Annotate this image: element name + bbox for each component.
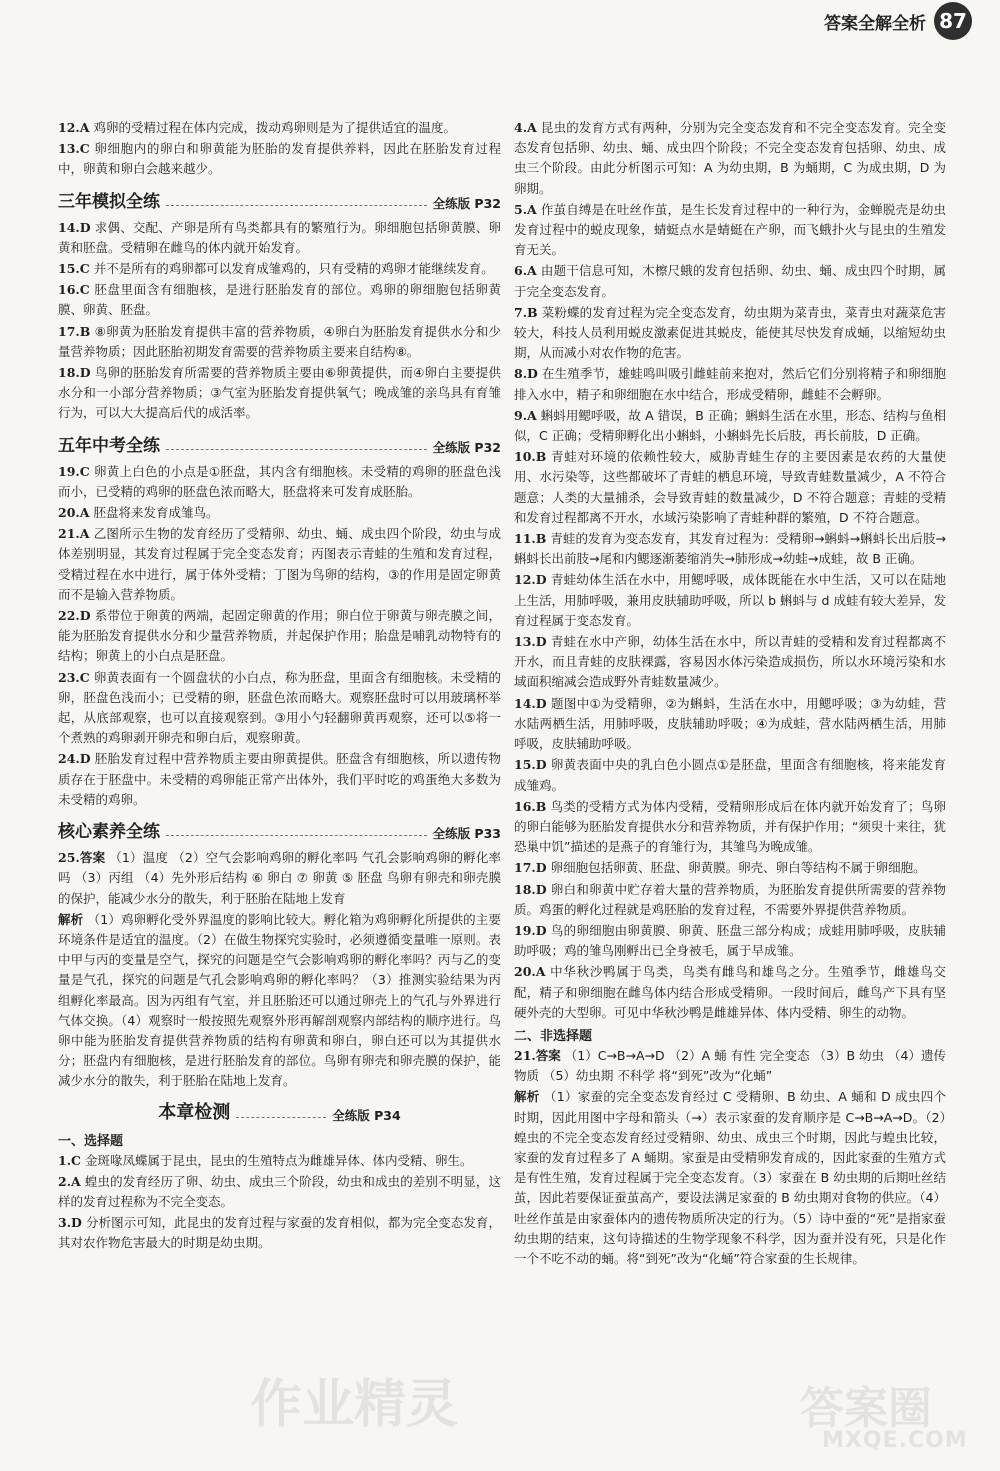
item-number: 16.B bbox=[514, 798, 547, 814]
item-number: 3.D bbox=[58, 1215, 82, 1231]
answer-item bbox=[514, 200, 946, 261]
item-number: 9.A bbox=[514, 407, 537, 423]
page-header bbox=[824, 0, 972, 42]
answer-item bbox=[58, 462, 501, 502]
item-number: 5.A bbox=[514, 201, 537, 217]
part-title: 二、非选择题 bbox=[514, 1028, 593, 1044]
answer-item bbox=[514, 303, 946, 364]
item-text: 卵黄上白色的小点是①胚盘，其内含有细胞核。未受精的鸡卵的胚盘色浅而小，已受精的鸡卵的胚盘色浓而略大，胚盘将来可发育成胚胎。 bbox=[58, 463, 501, 499]
answer-item bbox=[58, 280, 501, 320]
answer-item bbox=[58, 363, 501, 424]
item-number: 4.A bbox=[514, 120, 537, 135]
answer-item bbox=[58, 1213, 501, 1253]
section-ref: 全练版 P32 bbox=[432, 195, 501, 211]
section-title: 三年模拟全练 bbox=[58, 191, 160, 212]
items-group bbox=[58, 118, 501, 180]
answer-item bbox=[514, 632, 946, 693]
right-column bbox=[514, 118, 946, 1270]
item-number: 20.A bbox=[514, 964, 546, 980]
answer-item bbox=[58, 749, 501, 810]
item-number: 24.D bbox=[58, 751, 91, 767]
answer-item bbox=[514, 447, 946, 528]
answer-text: （1）C→B→A→D （2）A 蛹 有性 完全变态 （3）B 幼虫 （4）遗传物质 （5）幼虫期 不科学 将“到死”改为“化蛹” bbox=[514, 1047, 947, 1084]
answer-item bbox=[58, 1172, 501, 1212]
watermark-url: MXQE.COM bbox=[822, 1428, 968, 1453]
answer-item-21 bbox=[514, 1046, 946, 1086]
item-number: 20.A bbox=[58, 505, 90, 521]
item-text: 鸟的卵细胞由卵黄膜、卵黄、胚盘三部分构成；成蛙用肺呼吸，皮肤辅助呼吸；鸡的雏鸟刚孵出已全身被毛，属于早成雏。 bbox=[514, 922, 946, 959]
answer-item bbox=[58, 139, 501, 179]
answer-item bbox=[514, 797, 946, 858]
item-text: 青蛙在水中产卵，幼体生活在水中，所以青蛙的受精和发育过程都离不开水，而且青蛙的皮肤裸露，容易因水体污染造成损伤，所以水环境污染和水域面积缩减会造成野外青蛙数量减少。 bbox=[514, 634, 946, 690]
item-number: 10.B bbox=[514, 449, 547, 465]
item-number: 8.D bbox=[514, 366, 538, 382]
dashed-divider bbox=[166, 449, 427, 450]
watermark-left: 作业精灵 bbox=[250, 1374, 459, 1435]
answer-item bbox=[514, 962, 946, 1023]
item-text: 青蛙幼体生活在水中，用鳃呼吸，成体既能在水中生活，又可以在陆地上生活，用肺呼吸，兼用皮肤辅助呼吸，所以 b 蝌蚪与 d 成蛙有较大差异，发育过程属于变态发育。 bbox=[514, 572, 946, 628]
item-text: 青蛙对环境的依赖性较大，威胁青蛙生存的主要因素是农药的大量使用、水污染等，这些都破坏了青蛙的栖息环境，导致青蛙数量减少，A 不符合题意；人类的大量捕杀，会导致青蛙的数量减少，D 不符合题意；青蛙的受精和发育过程都离不开水，水域污染影响了青蛙种群的繁殖，D 不符合题意。 bbox=[514, 449, 946, 525]
item-text: 胚盘将来发育成雏鸟。 bbox=[93, 505, 219, 521]
section-header bbox=[58, 186, 501, 212]
item-number: 18.D bbox=[514, 881, 547, 897]
item-number: 19.D bbox=[514, 922, 547, 938]
item-text: 蝗虫的发育经历了卵、幼虫、成虫三个阶段，幼虫和成虫的差别不明显，这样的发育过程称为不完全变态。 bbox=[58, 1173, 501, 1209]
analysis-text: （1）家蚕的完全变态发育经过 C 受精卵、B 幼虫、A 蛹和 D 成虫四个时期，因此用图中字母和箭头（→）表示家蚕的发育顺序是 C→B→A→D。（2）蝗虫的不完全变态发育经过受精卵、幼虫、成虫三个时期，因此与蝗虫比较，家蚕的发育过程多了 A 蛹期。家蚕是由受精卵发育成的，因此家蚕的生殖方式是有性生殖，发育过程属于完全变态发育。（3）家蚕在 B 幼虫期的后期吐丝结茧，因此若要保证蚕茧高产，要设法满足家蚕的 B 幼虫期对食物的供应。（4）吐丝作茧是由家蚕体内的遗传物质所决定的行为。（5）诗中蚕的“死”是指家蚕幼虫期的结束，这句诗描述的生物学现象不科学，因为蚕并没有死，只是化作一个不吃不动的蛹。将“到死”改为“化蛹”符合家蚕的生长规律。 bbox=[514, 1089, 946, 1266]
item-text: 卵黄表面有一个圆盘状的小白点，称为胚盘，里面含有细胞核。未受精的卵，胚盘色浅而小；已受精的卵，胚盘色浓而略大。观察胚盘时可以用玻璃杯举起，从底部观察，也可以直接观察到。③用小勺轻翻卵黄再观察，还可以⑤将一个煮熟的鸡卵剥开卵壳和卵白后，观察卵黄。 bbox=[58, 669, 501, 746]
item-text: 求偶、交配、产卵是所有鸟类都具有的繁殖行为。卵细胞包括卵黄膜、卵黄和胚盘。受精卵在雌鸟的体内就开始发育。 bbox=[58, 219, 501, 255]
item-text: 并不是所有的鸡卵都可以发育成雏鸡的，只有受精的鸡卵才能继续发育。 bbox=[93, 261, 494, 277]
item-number: 19.C bbox=[58, 463, 90, 479]
section-title: 核心素养全练 bbox=[58, 822, 160, 843]
answer-item bbox=[58, 218, 501, 258]
part-title: 一、选择题 bbox=[58, 1133, 124, 1149]
answer-item bbox=[514, 529, 946, 569]
item-text: 作茧自缚是在吐丝作茧，是生长发育过程中的一种行为，金蝉脱壳是幼虫发育过程中的蜕皮现象，蜻蜓点水是蜻蜓在产卵，而飞蛾扑火与昆虫的生殖发育无关。 bbox=[514, 201, 946, 258]
item-number: 13.C bbox=[58, 141, 90, 157]
answer-text: （1）温度 （2）空气会影响鸡卵的孵化率吗 气孔会影响鸡卵的孵化率吗 （3）丙组 （4）先外形后结构 ⑥ 卵白 ⑦ 卵黄 ⑤ 胚盘 鸟卵有卵壳和卵壳膜的保护，能减少水分的散失，利于胚胎在陆地上发育 bbox=[58, 850, 502, 906]
analysis-item-25 bbox=[58, 910, 501, 1092]
section-header bbox=[58, 816, 501, 842]
left-column bbox=[58, 118, 501, 1255]
item-number: 13.D bbox=[514, 634, 547, 650]
section-ref: 全练版 P32 bbox=[432, 439, 501, 455]
item-text: 胚盘里面含有细胞核，是进行胚胎发育的部位。鸡卵的卵细胞包括卵黄膜、卵黄、胚盘。 bbox=[58, 282, 501, 318]
answer-item bbox=[514, 406, 946, 446]
item-number: 21.A bbox=[58, 526, 90, 542]
answer-item bbox=[514, 858, 946, 878]
item-text: 由题干信息可知，木檫尺蛾的发育包括卵、幼虫、蛹、成虫四个时期，属于完全变态发育。 bbox=[514, 263, 946, 299]
answer-item bbox=[514, 570, 946, 631]
item-number: 7.B bbox=[514, 304, 538, 320]
analysis-text: （1）鸡卵孵化受外界温度的影响比较大。孵化箱为鸡卵孵化所提供的主要环境条件是适宜的温度。（2）在做生物探究实验时，必须遵循变量唯一原则。表中甲与丙的变量是空气，探究的问题是空气会影响鸡卵的孵化率吗？丙与乙的变量是气孔，探究的问题是气孔会影响鸡卵的孵化率吗？（3）推测实验结果为丙组孵化率最高。因为丙组有气室，并且胚胎还可以通过卵壳上的气孔与外界进行气体交换。（4）观察时一般按照先观察外形再解剖观察内部结构的顺序进行。鸟卵中能为胚胎发育提供营养物质的结构有卵黄和卵白，卵白还可以为其提供水分；胚盘内有细胞核，是进行胚胎发育的部位。鸟卵有卵壳和卵壳膜的保护，能减少水分的散失，利于胚胎在陆地上发育。 bbox=[58, 911, 501, 1089]
item-text: 蝌蚪用鳃呼吸，故 A 错误，B 正确；蝌蚪生活在水里，形态、结构与鱼相似，C 正确；受精卵孵化出小蝌蚪，小蝌蚪先长后肢，再长前肢，D 正确。 bbox=[514, 407, 946, 444]
item-number: 15.D bbox=[514, 757, 547, 773]
answer-item bbox=[58, 606, 501, 667]
item-number: 11.B bbox=[514, 531, 547, 547]
item-number: 23.C bbox=[58, 669, 90, 685]
answer-item bbox=[514, 880, 946, 920]
answer-item bbox=[514, 261, 946, 301]
answer-item bbox=[58, 524, 501, 605]
item-text: 菜粉蝶的发育过程为完全变态发育，幼虫期为菜青虫，菜青虫对蔬菜危害较大，科技人员利用蜕皮激素促进其蜕皮，能使其尽快发育成蛹，以缩短幼虫期，从而减小对农作物的危害。 bbox=[514, 304, 946, 361]
item-text: 卵细胞包括卵黄、胚盘、卵黄膜。卵壳、卵白等结构不属于卵细胞。 bbox=[550, 860, 926, 876]
item-number: 1.C bbox=[58, 1152, 81, 1168]
item-number: 15.C bbox=[58, 261, 90, 277]
item-number: 2.A bbox=[58, 1173, 81, 1189]
item-text: 在生殖季节，雄蛙鸣叫吸引雌蛙前来抱对，然后它们分别将精子和卵细胞排入水中，精子和卵细胞在水中结合，形成受精卵，雌蛙不会孵卵。 bbox=[514, 366, 946, 402]
item-text: 乙图所示生物的发育经历了受精卵、幼虫、蛹、成虫四个阶段，幼虫与成体差别明显，其发育过程属于完全变态发育；丙图表示青蛙的生殖和发育过程，受精过程在水中进行，属于体外受精；丁图为鸟卵的结构，③的作用是固定卵黄而不是输入营养物质。 bbox=[58, 526, 501, 602]
item-text: 分析图示可知，此昆虫的发育过程与家蚕的发育相似，都为完全变态发育，其对农作物危害最大的时期是幼虫期。 bbox=[58, 1215, 501, 1251]
section-title: 五年中考全练 bbox=[58, 435, 160, 456]
item-text: 卵黄表面中央的乳白色小圆点①是胚盘，里面含有细胞核，将来能发育成雏鸡。 bbox=[514, 757, 946, 793]
section-ref: 全练版 P34 bbox=[332, 1107, 401, 1123]
answer-item bbox=[58, 503, 501, 523]
item-number: 17.B bbox=[58, 323, 91, 339]
item-text: 青蛙的发育为变态发育，其发育过程为：受精卵→蝌蚪→蝌蚪长出后肢→蝌蚪长出前肢→尾和内鳃逐渐萎缩消失→肺形成→幼蛙→成蛙，故 B 正确。 bbox=[514, 531, 946, 567]
item-number: 14.D bbox=[514, 695, 547, 711]
item-number: 17.D bbox=[514, 860, 547, 876]
item-text: ⑧卵黄为胚胎发育提供丰富的营养物质，④卵白为胚胎发育提供水分和少量营养物质；因此胚胎初期发育需要的营养物质主要来自结构⑧。 bbox=[58, 323, 501, 359]
items-group bbox=[58, 218, 501, 424]
answer-item bbox=[58, 118, 501, 138]
analysis-label: 解析 bbox=[58, 911, 84, 927]
answer-item bbox=[514, 118, 946, 199]
answer-item bbox=[514, 364, 946, 404]
item-number: 16.C bbox=[58, 282, 90, 298]
items-group bbox=[58, 462, 501, 810]
item-text: 系带位于卵黄的两端，起固定卵黄的作用；卵白位于卵黄与卵壳膜之间，能为胚胎发育提供水分和少量营养物质，并起保护作用；胎盘是哺乳动物特有的结构；卵黄上的小白点是胚盘。 bbox=[58, 608, 501, 664]
item-text: 胚胎发育过程中营养物质主要由卵黄提供。胚盘含有细胞核，所以遗传物质存在于胚盘中。未受精的鸡卵能正常产出体外，我们平时吃的鸡蛋绝大多数为未受精的鸡卵。 bbox=[58, 751, 501, 807]
header-title: 答案全解全析 bbox=[824, 13, 926, 34]
item-number: 25.答案 bbox=[58, 850, 106, 866]
item-number: 18.D bbox=[58, 365, 91, 381]
items-group bbox=[58, 1151, 501, 1254]
section-ref: 全练版 P33 bbox=[432, 826, 501, 842]
answer-item bbox=[58, 322, 501, 362]
item-text: 卵白和卵黄中贮存着大量的营养物质，为胚胎发育提供所需要的营养物质。鸡蛋的孵化过程就是鸡胚胎的发育过程，不需要外界提供营养物质。 bbox=[514, 881, 946, 917]
watermark-right: 答案圈 bbox=[800, 1383, 932, 1434]
item-number: 12.D bbox=[514, 572, 547, 588]
answer-item bbox=[514, 694, 946, 755]
dashed-divider bbox=[166, 205, 427, 206]
item-text: 鸟卵的胚胎发育所需要的营养物质主要由⑥卵黄提供，而④卵白主要提供水分和一小部分营养物质；③气室为胚胎发育提供氧气；晚成雏的亲鸟具有育雏行为，可以大大提高后代的成活率。 bbox=[58, 365, 501, 421]
item-text: 昆虫的发育方式有两种，分别为完全变态发育和不完全变态发育。完全变态发育包括卵、幼虫、蛹、成虫四个阶段；不完全变态发育包括卵、幼虫、成虫三个阶段。由此分析图示可知：A 为幼虫期，B 为蛹期，C 为成虫期，D 为卵期。 bbox=[514, 120, 946, 196]
item-number: 6.A bbox=[514, 263, 537, 279]
item-number: 22.D bbox=[58, 608, 91, 624]
item-text: 金斑喙凤蝶属于昆虫，昆虫的生殖特点为雌雄异体、体内受精、卵生。 bbox=[85, 1152, 473, 1168]
answer-item bbox=[58, 668, 501, 749]
item-number: 21.答案 bbox=[514, 1047, 561, 1063]
dashed-divider bbox=[166, 835, 427, 836]
answer-item bbox=[514, 921, 946, 961]
item-text: 卵细胞内的卵白和卵黄能为胚胎的发育提供养料，因此在胚胎发育过程中，卵黄和卵白会越来越少。 bbox=[58, 141, 501, 177]
item-text: 题图中①为受精卵，②为蝌蚪，生活在水中，用鳃呼吸；③为幼蛙，营水陆两栖生活，用肺呼吸，皮肤辅助呼吸；④为成蛙，营水陆两栖生活，用肺呼吸，皮肤辅助呼吸。 bbox=[514, 695, 946, 752]
dashed-divider bbox=[236, 1117, 326, 1118]
answer-item bbox=[514, 755, 946, 795]
chapter-test-header bbox=[58, 1098, 501, 1124]
item-text: 鸡卵的受精过程在体内完成，拨动鸡卵则是为了提供适宜的温度。 bbox=[93, 120, 456, 135]
item-number: 14.D bbox=[58, 219, 91, 235]
answer-item bbox=[58, 1151, 501, 1171]
item-text: 鸟类的受精方式为体内受精，受精卵形成后在体内就开始发育了；鸟卵的卵白能够为胚胎发育提供水分和营养物质，并有保护作用；“须臾十来往，犹恐巢中饥”描述的是燕子的育雏行为，其雏鸟为晚成雏。 bbox=[514, 798, 946, 855]
answer-item-25 bbox=[58, 848, 501, 909]
analysis-item-21 bbox=[514, 1087, 946, 1269]
analysis-label: 解析 bbox=[514, 1089, 540, 1105]
page-number: 87 bbox=[934, 2, 972, 40]
answer-item bbox=[58, 259, 501, 279]
section-header bbox=[58, 430, 501, 456]
item-text: 中华秋沙鸭属于鸟类，鸟类有雌鸟和雄鸟之分。生殖季节，雌雄鸟交配，精子和卵细胞在雌鸟体内结合形成受精卵。一段时间后，雌鸟产下具有坚硬外壳的大型卵。可见中华秋沙鸭是雌雄异体、体内受精、卵生的动物。 bbox=[514, 964, 946, 1020]
items-group bbox=[514, 118, 946, 1023]
item-number: 12.A bbox=[58, 120, 90, 135]
section-title: 本章检测 bbox=[158, 1101, 231, 1123]
